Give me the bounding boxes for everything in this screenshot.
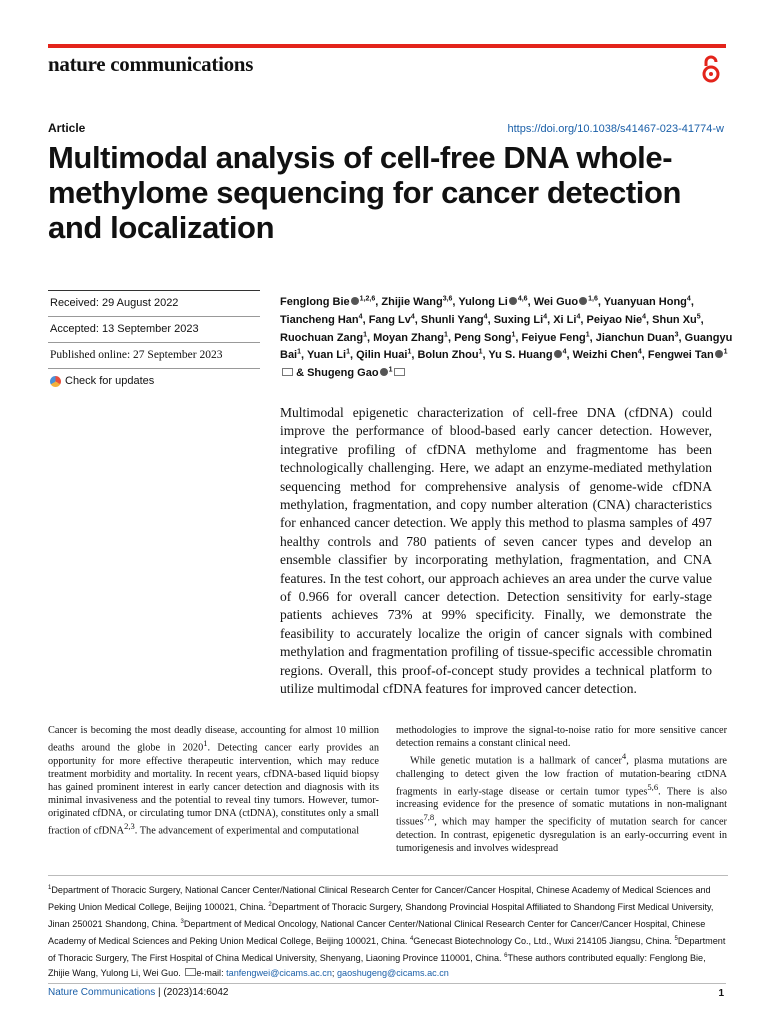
author: Xi Li$^4$, — [553, 313, 587, 326]
footer-separator: | — [155, 987, 164, 998]
text-run: These authors contributed equally: Fenglong Bie, Zhijie Wang, Yulong Li, Wei Guo. — [48, 953, 706, 979]
page-footer — [48, 983, 726, 998]
affiliation-ref: 1 — [511, 330, 516, 338]
header-red-rule — [48, 44, 726, 48]
author-name: Yulong Li — [458, 296, 508, 308]
affiliation-ref: 4 — [686, 295, 691, 303]
intro-paragraph-3 — [396, 750, 727, 855]
text-run: While genetic mutation is a hallmark of cancer — [410, 755, 622, 767]
author-name: Guangyu Bai — [280, 331, 733, 362]
author: Ruochuan Zang$^1$, — [280, 330, 374, 344]
dates-panel — [48, 290, 260, 394]
article-type-label: Article — [48, 121, 86, 135]
author-name: Bolun Zhou — [417, 349, 479, 362]
orcid-icon[interactable] — [509, 297, 517, 305]
affiliation-ref: 3,6 — [442, 295, 453, 303]
affiliation-ref: 1,2,6 — [359, 295, 376, 303]
footer-citation: (2023)14:6042 — [163, 987, 229, 998]
author: Zhijie Wang$^{3,6}$, — [381, 295, 459, 308]
check-updates-label: Check for updates — [65, 375, 155, 387]
author: Yuan Li$^1$, — [306, 348, 357, 362]
affiliation-ref: 4 — [358, 313, 363, 321]
author: Shunli Yang$^4$, — [420, 313, 494, 326]
text-run: Department of Thoracic Surgery, Shandong Provincial Hospital Affiliated to Shandong First Medical University, Jinan 250021 Shandong, China. — [48, 902, 714, 930]
text-run: , which may hamper the specificity of mutation search for cancer detection. In contrast, epigenetic dysregulation is an early-occurring event in tumorigenesis and involves widespread — [396, 816, 727, 855]
text-run: , plasma mutations are challenging to detect given the low fraction of mutation-bearing ctDNA fragments in early-stage disease or certain tumor types — [396, 755, 727, 798]
abstract: Multimodal epigenetic characterization of cell-free DNA (cfDNA) could improve the performance of blood-based early cancer detection. However, integrative profiling of cfDNA methylome and fragmentome has been technologically challenging. Here, we adapt an enzyme-mediated methylation sequencing method for comprehensive analysis of genome-wide cfDNA methylation, fragmentation, and copy number alteration (CNA) characteristics for enhanced cancer detection. We apply this method to plasma samples of 497 healthy controls and 780 patients of seven cancer types and develop an ensemble classifier by incorporating methylation, fragmentation, and CNA features. In the test cohort, our approach achieves an area under the curve value of 0.966 for overall cancer detection. Detection sensitivity for early-stage patients achieves 73% at 99% specificity. Finally, we demonstrate the feasibility to accurately localize the origin of cancer signals with combined methylation and fragmentation profiling of tissue-specific accessible chromatin regions. Overall, this proof-of-concept study provides a technical platform to utilize multimodal cfDNA features for improved cancer detection. — [280, 405, 712, 697]
intro-paragraph-1 — [48, 724, 379, 838]
text-run: Department of Thoracic Surgery, National Cancer Center/National Clinical Research Center for Cancer/Cancer Hospital, Chinese Academy of Medical Sciences and Peking Union Medical College, Beijing 100021, China. — [48, 885, 711, 913]
author: Guangyu Bai$^1$, — [280, 331, 733, 362]
affiliation-ref: 4 — [410, 313, 415, 321]
affiliation-ref: 5 — [696, 313, 701, 321]
superscript-ref: 5,6 — [647, 781, 659, 792]
author-name: Peng Song — [454, 331, 512, 344]
affiliation-ref: 1 — [363, 330, 368, 338]
author-name: Yuan Li — [306, 349, 347, 362]
author-name: Fang Lv — [368, 313, 411, 326]
superscript-ref: 1 — [203, 738, 208, 749]
received-date: Received: 29 August 2022 — [48, 290, 260, 316]
affiliation-ref: 1 — [297, 348, 302, 356]
affiliation-ref: 3 — [674, 330, 679, 338]
check-updates-icon — [50, 376, 61, 387]
superscript-ref: 2 — [268, 902, 272, 909]
doi-link[interactable]: https://doi.org/10.1038/s41467-023-41774-w — [507, 123, 724, 135]
author-name: Wei Guo — [533, 296, 579, 308]
author-name: Peiyao Nie — [586, 313, 643, 326]
affiliation-ref: 4 — [642, 313, 647, 321]
open-access-icon — [700, 54, 722, 84]
affiliation-ref: 1 — [585, 330, 590, 338]
email-link[interactable]: tanfengwei@cicams.ac.cn — [226, 968, 332, 979]
author-name: Yu S. Huang — [488, 349, 553, 362]
text-run: Department of Medical Oncology, National Cancer Center/National Clinical Research Center for Cancer/Cancer Hospital, Chinese Academy of Medical Sciences and Peking Union Medical College, Beijing 100021, China. — [48, 919, 706, 947]
author: Fenglong Bie $^{1,2,6}$, — [280, 295, 382, 308]
author: Bolun Zhou$^1$, — [417, 348, 489, 362]
check-for-updates-button[interactable] — [48, 368, 260, 394]
text-run: e-mail: — [196, 968, 227, 979]
author-name: Qilin Huai — [356, 349, 408, 362]
author-name: Zhijie Wang — [381, 296, 443, 308]
author: Peng Song$^1$, — [454, 330, 522, 344]
affiliation-ref: 4,6 — [517, 295, 528, 303]
article-title: Multimodal analysis of cell-free DNA whole-methylome sequencing for cancer detection and localization — [48, 140, 682, 245]
affiliation-ref: 4 — [562, 348, 567, 356]
footer-journal[interactable]: Nature Communications — [48, 987, 156, 998]
affiliation-ref: 1 — [407, 348, 412, 356]
orcid-icon[interactable] — [554, 350, 562, 358]
affiliation-ref: 1 — [346, 348, 350, 356]
superscript-ref: 3 — [180, 919, 184, 926]
author: Suxing Li$^4$, — [493, 313, 554, 326]
email-icon — [185, 968, 196, 976]
affiliation-ref: 4 — [637, 348, 642, 356]
author: Moyan Zhang$^1$, — [373, 330, 455, 344]
author-name: Weizhi Chen — [572, 349, 638, 362]
affiliation-ref: 4 — [543, 313, 548, 321]
accepted-date: Accepted: 13 September 2023 — [48, 316, 260, 342]
author: Yulong Li $^{4,6}$, — [458, 295, 534, 308]
author: Peiyao Nie$^4$, — [586, 313, 653, 326]
affiliation-ref: 1 — [723, 348, 728, 356]
text-run: ; — [331, 968, 337, 979]
author: Shun Xu$^5$, — [652, 313, 704, 326]
author: & Shugeng Gao $^1$ — [296, 367, 405, 379]
text-run: . There is also increasing evidence for the presence of somatic mutations in non-malignant tissues — [396, 786, 727, 828]
superscript-ref: 6 — [504, 953, 508, 960]
author: Yu S. Huang $^4$, — [488, 348, 573, 362]
email-icon[interactable] — [282, 368, 293, 376]
body-column-right — [396, 724, 727, 855]
author-name: Yuanyuan Hong — [603, 296, 687, 308]
superscript-ref: 7,8 — [423, 812, 435, 823]
email-icon[interactable] — [394, 368, 405, 376]
author: Yuanyuan Hong$^4$, — [603, 295, 694, 308]
author: Weizhi Chen$^4$, — [572, 348, 648, 362]
orcid-icon[interactable] — [715, 350, 723, 358]
author-name: Fenglong Bie — [280, 296, 350, 308]
affiliations — [48, 875, 728, 981]
orcid-icon[interactable] — [351, 297, 359, 305]
superscript-ref: 4 — [621, 751, 627, 762]
page-number: 1 — [718, 988, 724, 999]
text-run: Cancer is becoming the most deadly disease, accounting for almost 10 million deaths around the globe in 2020 — [48, 725, 379, 754]
text-run: Department of Thoracic Surgery, The First Hospital of China Medical University, Shenyang, Liaoning Province 110001, China. — [48, 936, 726, 964]
superscript-ref: 1 — [48, 885, 52, 891]
affiliation-ref: 4 — [483, 313, 488, 321]
author-list — [280, 294, 740, 383]
author-name: Jianchun Duan — [595, 331, 675, 344]
author-name: Moyan Zhang — [373, 331, 445, 344]
author-name: Suxing Li — [493, 313, 544, 326]
email-link[interactable]: gaoshugeng@cicams.ac.cn — [336, 968, 449, 979]
orcid-icon[interactable] — [579, 297, 587, 305]
author: Fang Lv$^4$, — [368, 313, 421, 326]
superscript-ref: 5 — [674, 936, 678, 943]
text-run: Genecast Biotechnology Co., Ltd., Wuxi 214105 Jiangsu, China. — [413, 936, 675, 947]
author: Wei Guo $^{1,6}$, — [533, 295, 604, 308]
author-name: Shunli Yang — [420, 313, 484, 326]
author-name: Shugeng Gao — [307, 367, 379, 380]
journal-name: nature communications — [48, 52, 254, 76]
author: Qilin Huai$^1$, — [356, 348, 418, 362]
superscript-ref: 4 — [409, 936, 414, 943]
author: Jianchun Duan$^3$, — [595, 330, 685, 344]
affiliation-ref: 1 — [478, 348, 483, 356]
author: Tiancheng Han$^4$, — [280, 313, 369, 326]
intro-paragraph-2: methodologies to improve the signal-to-noise ratio for more sensitive cancer detection remains a constant clinical need. — [396, 725, 727, 750]
author: Feiyue Feng$^1$, — [521, 330, 596, 344]
affiliation-ref: 1 — [388, 366, 393, 374]
orcid-icon[interactable] — [380, 368, 388, 376]
affiliation-ref: 1,6 — [588, 295, 598, 303]
author-name: Tiancheng Han — [280, 313, 359, 326]
affiliation-ref: 4 — [576, 313, 581, 321]
text-run: . Detecting cancer early provides an opportunity for more effective therapeutic intervention, which may reduce treatment morbidity and mortality. In recent years, cfDNA-based liquid biopsy has gained prominent interest in early cancer detection and diagnosis with its minimal invasiveness and the potential to reveal tiny tumors. However, tumor-originated cfDNA, or circulating tumor DNA (ctDNA), constitutes only a small fraction of cfDNA — [48, 742, 379, 837]
author-name: Shun Xu — [652, 313, 697, 326]
published-date: Published online: 27 September 2023 — [48, 342, 260, 368]
author-name: Fengwei Tan — [647, 349, 714, 362]
body-column-left — [48, 724, 379, 838]
text-run: . The advancement of experimental and computational — [134, 825, 360, 837]
author-name: Feiyue Feng — [521, 331, 586, 344]
author-name: Xi Li — [553, 313, 577, 326]
affiliation-ref: 1 — [444, 330, 448, 338]
superscript-ref: 2,3 — [124, 821, 135, 832]
author-name: Ruochuan Zang — [280, 331, 364, 344]
